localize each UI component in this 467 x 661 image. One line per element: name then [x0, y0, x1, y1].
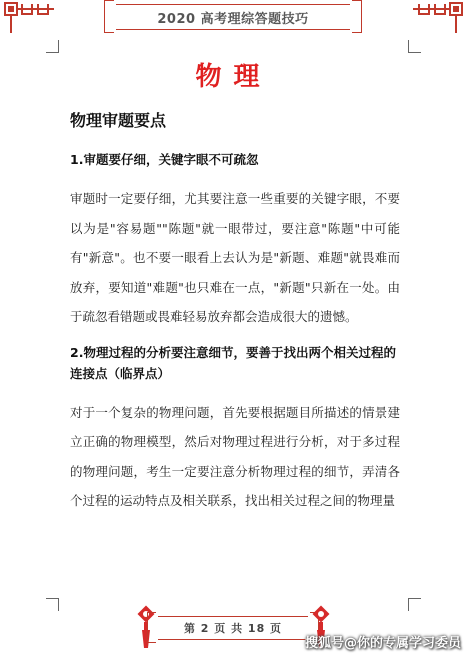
footer-banner [158, 616, 308, 640]
corner-ornament-icon [2, 0, 58, 36]
header-banner [116, 4, 350, 30]
corner-ornament-icon [409, 0, 465, 36]
point-heading: 2.物理过程的分析要注意细节，要善于找出两个相关过程的连接点（临界点） [70, 344, 396, 381]
header-title: 2020 高考理综答题技巧 [157, 11, 309, 27]
point-body: 审题时一定要仔细，尤其要注意一些重要的关键字眼，不要以为是"容易题""陈题"就一眼带过，要注意"陈题"中可能有"新意"。也不要一眼看上去认为是"新题、难题"就畏难而放弃，要知道"难题"也只难在一点，"新题"只新在一处。由于疏忽看错题或畏难轻易放弃都会造成很大的遗憾。 [70, 191, 400, 324]
watermark: 搜狐号@你的专属学习委员 [304, 636, 461, 651]
crop-mark [408, 40, 421, 53]
content-body [70, 108, 400, 524]
crop-mark [46, 40, 59, 53]
section-title: 物理审题要点 [70, 111, 167, 130]
point-heading: 1.审题要仔细，关键字眼不可疏忽 [70, 152, 259, 167]
subject-title: 物理 [195, 62, 272, 92]
point-body: 对于一个复杂的物理问题，首先要根据题目所描述的情景建立正确的物理模型，然后对物理过程进行分析，对于多过程的物理问题，考生一定要注意分析物理过程的细节，弄清各个过程的运动特点及相关联系，找出相关过程之间的物理量 [70, 404, 400, 508]
page-number: 第 2 页 共 18 页 [183, 622, 283, 635]
